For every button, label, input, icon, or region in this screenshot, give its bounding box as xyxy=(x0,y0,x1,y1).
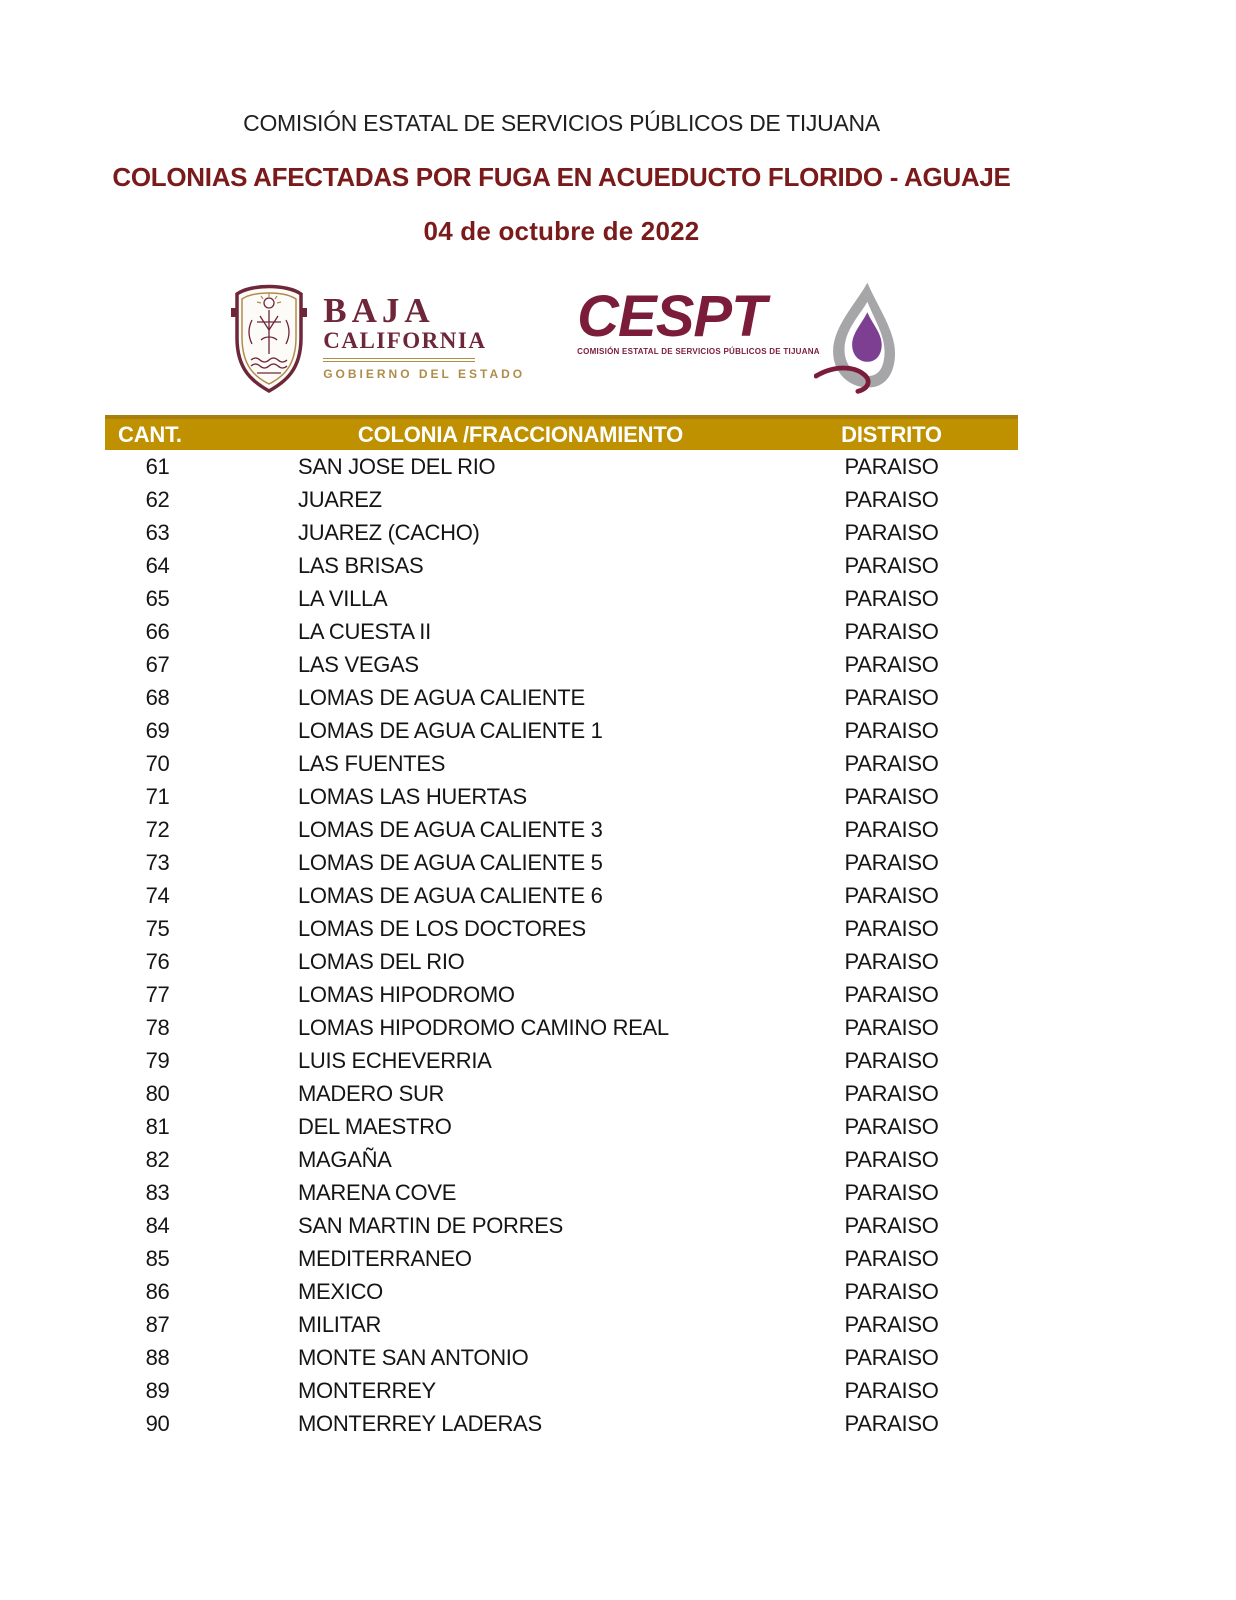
table-row xyxy=(105,1341,1018,1374)
cell-colonia: JUAREZ (CACHO) xyxy=(298,519,480,545)
cell-colonia: LOMAS DE AGUA CALIENTE 3 xyxy=(298,816,603,842)
baja-crest-icon xyxy=(227,278,311,396)
cell-colonia: DEL MAESTRO xyxy=(298,1113,452,1139)
cell-colonia: LOMAS DE LOS DOCTORES xyxy=(298,915,586,941)
cell-distrito: PARAISO xyxy=(844,750,939,776)
cell-distrito: PARAISO xyxy=(844,552,939,578)
table-row xyxy=(105,846,1018,879)
cell-distrito: PARAISO xyxy=(844,1014,939,1040)
table-header xyxy=(105,417,1018,450)
table-row xyxy=(105,714,1018,747)
cell-colonia: MONTERREY LADERAS xyxy=(298,1410,542,1436)
cell-distrito: PARAISO xyxy=(844,651,939,677)
table-row xyxy=(105,582,1018,615)
table-row xyxy=(105,1209,1018,1242)
cell-colonia: MONTE SAN ANTONIO xyxy=(298,1344,529,1370)
cell-distrito: PARAISO xyxy=(844,1245,939,1271)
table-row xyxy=(105,681,1018,714)
baja-logo-line2: CALIFORNIA xyxy=(323,328,487,354)
table-row xyxy=(105,1308,1018,1341)
cell-cant: 73 xyxy=(145,849,170,875)
cell-colonia: MONTERREY xyxy=(298,1377,436,1403)
table-row xyxy=(105,1143,1018,1176)
cell-colonia: LOMAS DE AGUA CALIENTE xyxy=(298,684,585,710)
cell-colonia: LA VILLA xyxy=(298,585,388,611)
cell-distrito: PARAISO xyxy=(844,1113,939,1139)
cell-distrito: PARAISO xyxy=(844,618,939,644)
cell-cant: 88 xyxy=(145,1344,170,1370)
table-row xyxy=(105,549,1018,582)
cell-distrito: PARAISO xyxy=(844,1344,939,1370)
baja-california-logo xyxy=(227,278,525,396)
cell-distrito: PARAISO xyxy=(844,1212,939,1238)
cell-cant: 63 xyxy=(145,519,170,545)
cell-distrito: PARAISO xyxy=(844,684,939,710)
cell-distrito: PARAISO xyxy=(844,948,939,974)
cell-cant: 84 xyxy=(145,1212,170,1238)
table-row xyxy=(105,1176,1018,1209)
table-row xyxy=(105,1011,1018,1044)
cell-cant: 71 xyxy=(145,783,170,809)
baja-logo-line1: BAJA xyxy=(323,291,435,331)
table-row xyxy=(105,1044,1018,1077)
table-row xyxy=(105,945,1018,978)
table-row xyxy=(105,1374,1018,1407)
cespt-logo xyxy=(577,278,896,396)
table-row xyxy=(105,1275,1018,1308)
cell-distrito: PARAISO xyxy=(844,783,939,809)
cell-cant: 69 xyxy=(145,717,170,743)
cell-colonia: MEDITERRANEO xyxy=(298,1245,472,1271)
affected-colonias-table xyxy=(105,415,1018,1440)
doc-date: 04 de octubre de 2022 xyxy=(423,216,700,246)
cell-cant: 85 xyxy=(145,1245,170,1271)
cell-colonia: SAN JOSE DEL RIO xyxy=(298,453,496,479)
table-row xyxy=(105,879,1018,912)
water-drop-icon xyxy=(814,278,896,396)
baja-logo-subtitle: GOBIERNO DEL ESTADO xyxy=(323,366,526,381)
cell-distrito: PARAISO xyxy=(844,1080,939,1106)
cell-distrito: PARAISO xyxy=(844,1179,939,1205)
baja-logo-divider xyxy=(323,358,475,362)
table-row xyxy=(105,912,1018,945)
cell-cant: 64 xyxy=(145,552,170,578)
cell-colonia: LAS FUENTES xyxy=(298,750,446,776)
cell-colonia: LOMAS LAS HUERTAS xyxy=(298,783,527,809)
cell-distrito: PARAISO xyxy=(844,1410,939,1436)
cespt-logo-text xyxy=(577,278,820,356)
cell-colonia: MEXICO xyxy=(298,1278,383,1304)
cell-distrito: PARAISO xyxy=(844,585,939,611)
header-colonia: COLONIA /FRACCIONAMIENTO xyxy=(210,417,765,450)
cell-colonia: LOMAS DE AGUA CALIENTE 6 xyxy=(298,882,603,908)
cell-cant: 66 xyxy=(145,618,170,644)
cell-colonia: LOMAS DE AGUA CALIENTE 5 xyxy=(298,849,603,875)
baja-logo-text xyxy=(323,293,525,380)
cell-cant: 67 xyxy=(145,651,170,677)
cell-distrito: PARAISO xyxy=(844,1047,939,1073)
doc-title: COLONIAS AFECTADAS POR FUGA EN ACUEDUCTO FLORIDO - AGUAJE xyxy=(112,162,1011,192)
header-cant: CANT. xyxy=(105,417,210,450)
cell-colonia: MAGAÑA xyxy=(298,1146,392,1172)
cell-cant: 76 xyxy=(145,948,170,974)
cell-colonia: LUIS ECHEVERRIA xyxy=(298,1047,492,1073)
cell-cant: 80 xyxy=(145,1080,170,1106)
cell-cant: 74 xyxy=(145,882,170,908)
table-row xyxy=(105,747,1018,780)
cell-cant: 72 xyxy=(145,816,170,842)
table-row xyxy=(105,516,1018,549)
cell-distrito: PARAISO xyxy=(844,1377,939,1403)
cell-cant: 90 xyxy=(145,1410,170,1436)
cell-cant: 86 xyxy=(145,1278,170,1304)
table-header-row xyxy=(105,417,1018,450)
cell-colonia: MADERO SUR xyxy=(298,1080,445,1106)
table-row xyxy=(105,1110,1018,1143)
cell-cant: 75 xyxy=(145,915,170,941)
cell-cant: 68 xyxy=(145,684,170,710)
table-row xyxy=(105,813,1018,846)
table-row xyxy=(105,648,1018,681)
cell-distrito: PARAISO xyxy=(844,1278,939,1304)
cell-cant: 87 xyxy=(145,1311,170,1337)
cell-distrito: PARAISO xyxy=(844,816,939,842)
cell-cant: 81 xyxy=(145,1113,170,1139)
cell-cant: 65 xyxy=(145,585,170,611)
cell-cant: 61 xyxy=(145,453,170,479)
table-row xyxy=(105,483,1018,516)
org-title: COMISIÓN ESTATAL DE SERVICIOS PÚBLICOS DE TIJUANA xyxy=(243,110,880,136)
cell-cant: 83 xyxy=(145,1179,170,1205)
cell-colonia: LOMAS DEL RIO xyxy=(298,948,465,974)
cell-cant: 78 xyxy=(145,1014,170,1040)
cell-distrito: PARAISO xyxy=(844,1311,939,1337)
table-row xyxy=(105,1242,1018,1275)
cell-distrito: PARAISO xyxy=(844,981,939,1007)
cell-colonia: MILITAR xyxy=(298,1311,382,1337)
table-row xyxy=(105,780,1018,813)
cell-colonia: LOMAS HIPODROMO xyxy=(298,981,515,1007)
cell-colonia: LAS VEGAS xyxy=(298,651,419,677)
cell-cant: 62 xyxy=(145,486,170,512)
cell-cant: 77 xyxy=(145,981,170,1007)
table-row xyxy=(105,450,1018,483)
cell-colonia: LOMAS DE AGUA CALIENTE 1 xyxy=(298,717,603,743)
cell-colonia: JUAREZ xyxy=(298,486,382,512)
table-row xyxy=(105,978,1018,1011)
table-row xyxy=(105,615,1018,648)
cell-distrito: PARAISO xyxy=(844,849,939,875)
table-row xyxy=(105,1077,1018,1110)
cell-distrito: PARAISO xyxy=(844,882,939,908)
cell-distrito: PARAISO xyxy=(844,519,939,545)
cespt-tagline: COMISIÓN ESTATAL DE SERVICIOS PÚBLICOS DE TIJUANA xyxy=(577,347,820,357)
cell-distrito: PARAISO xyxy=(844,717,939,743)
cell-cant: 82 xyxy=(145,1146,170,1172)
cell-distrito: PARAISO xyxy=(844,453,939,479)
cell-colonia: LA CUESTA II xyxy=(298,618,431,644)
cell-distrito: PARAISO xyxy=(844,1146,939,1172)
table-body xyxy=(105,450,1018,1440)
cell-colonia: LAS BRISAS xyxy=(298,552,424,578)
cell-colonia: SAN MARTIN DE PORRES xyxy=(298,1212,563,1238)
header-distrito: DISTRITO xyxy=(765,417,1018,450)
cell-cant: 70 xyxy=(145,750,170,776)
cell-colonia: LOMAS HIPODROMO CAMINO REAL xyxy=(298,1014,669,1040)
cell-cant: 89 xyxy=(145,1377,170,1403)
logos-row xyxy=(105,274,1018,400)
cell-cant: 79 xyxy=(145,1047,170,1073)
cell-distrito: PARAISO xyxy=(844,915,939,941)
table-row xyxy=(105,1407,1018,1440)
cespt-acronym: CESPT xyxy=(577,284,766,349)
cell-colonia: MARENA COVE xyxy=(298,1179,457,1205)
cell-distrito: PARAISO xyxy=(844,486,939,512)
